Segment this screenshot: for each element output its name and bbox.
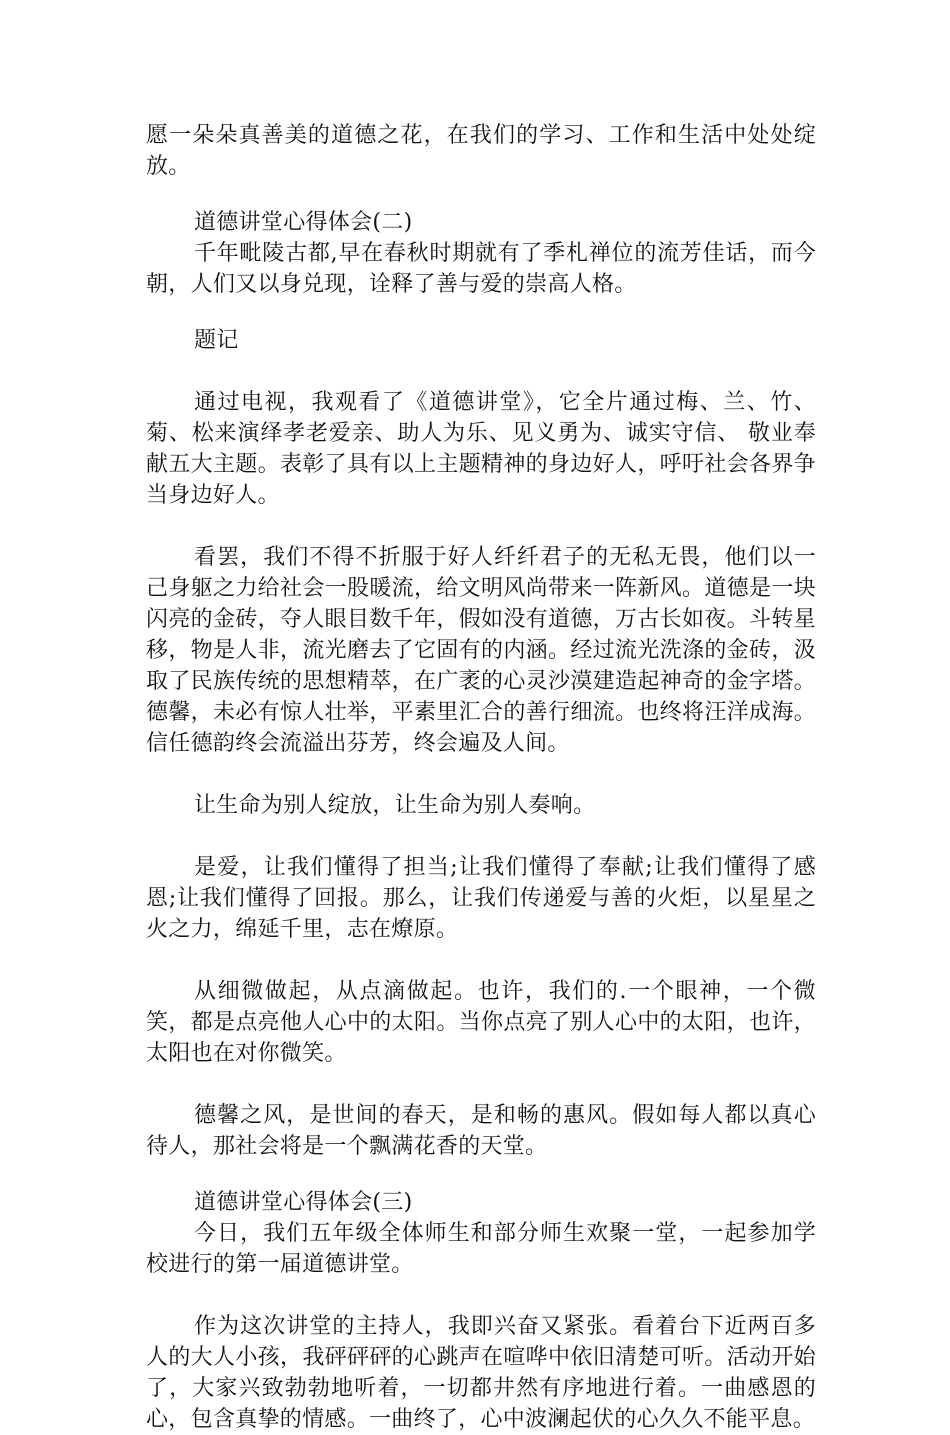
paragraph-intro-3: 今日，我们五年级全体师生和部分师生欢聚一堂，一起参加学校进行的第一届道德讲堂。	[146, 1221, 816, 1277]
paragraph-epigraph-label: 题记	[194, 328, 239, 353]
paragraph-tv-program: 通过电视，我观看了《道德讲堂》，它全片通过梅、兰、竹、菊、松来演绎孝老爱亲、助人为乐、见义勇为、诚实守信、 敬业奉献五大主题。表彰了具有以上主题精神的身边好人，呼吁社会各界争当身边好人。	[146, 390, 816, 508]
section-heading-2: 道德讲堂心得体会(二)	[194, 210, 413, 235]
paragraph-life-bloom: 让生命为别人绽放，让生命为别人奏响。	[194, 793, 596, 818]
paragraph-reflection: 看罢，我们不得不折服于好人纤纤君子的无私无畏，他们以一己身躯之力给社会一股暖流，给文明风尚带来一阵新风。道德是一块闪亮的金砖，夺人眼目数千年，假如没有道德，万古长如夜。斗转星移，物是人非，流光磨去了它固有的内涵。经过流光洗涤的金砖，汲取了民族传统的思想精萃，在广袤的心灵沙漠建造起神奇的金字塔。德馨，未必有惊人壮举，平素里汇合的善行细流。也终将汪洋成海。信任德韵终会流溢出芬芳，终会遍及人间。	[146, 545, 816, 756]
paragraph-love: 是爱，让我们懂得了担当;让我们懂得了奉献;让我们懂得了感恩;让我们懂得了回报。那么，让我们传递爱与善的火炬，以星星之火之力，绵延千里，志在燎原。	[146, 855, 816, 942]
paragraph-small-things: 从细微做起，从点滴做起。也许，我们的.一个眼神，一个微笑，都是点亮他人心中的太阳。当你点亮了别人心中的太阳，也许，太阳也在对你微笑。	[146, 979, 816, 1066]
paragraph-virtue-wind: 德馨之风，是世间的春天，是和畅的惠风。假如每人都以真心待人，那社会将是一个飘满花香的天堂。	[146, 1103, 816, 1159]
paragraph-host: 作为这次讲堂的主持人，我即兴奋又紧张。看着台下近两百多人的大人小孩，我砰砰砰的心跳声在喧哗中依旧清楚可听。活动开始了，大家兴致勃勃地听着，一切都井然有序地进行着。一曲感恩的心，包含真挚的情感。一曲终了，心中波澜起伏的心久久不能平息。	[146, 1314, 816, 1432]
paragraph-intro-2: 千年毗陵古都,早在春秋时期就有了季札禅位的流芳佳话，而今朝，人们又以身兑现，诠释了善与爱的崇高人格。	[146, 241, 816, 297]
section-heading-3: 道德讲堂心得体会(三)	[194, 1190, 413, 1215]
document-body	[146, 120, 816, 1435]
paragraph-closing-wish: 愿一朵朵真善美的道德之花，在我们的学习、工作和生活中处处绽放。	[146, 123, 816, 179]
